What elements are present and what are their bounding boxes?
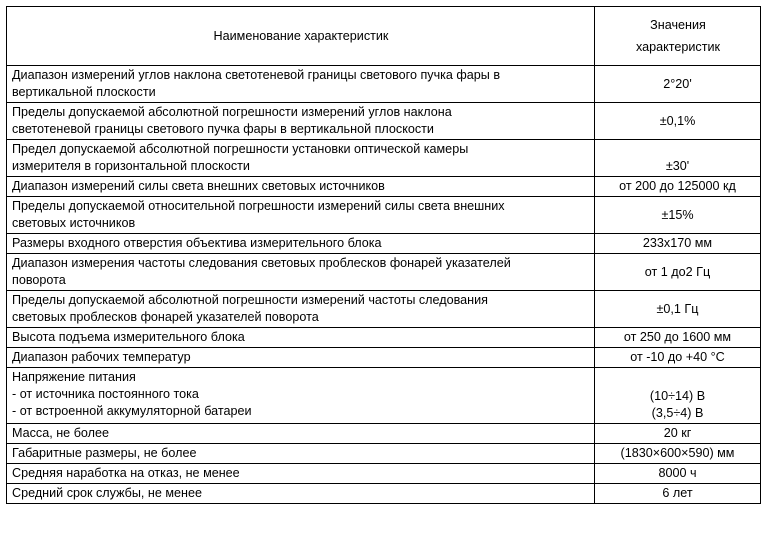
characteristic-name-line: измерителя в горизонтальной плоскости <box>12 159 250 173</box>
characteristic-name-line: Пределы допускаемой абсолютной погрешности измерений частоты следования <box>12 293 488 307</box>
characteristic-name-cell <box>7 177 595 197</box>
header-name-cell: Наименование характеристик <box>7 7 595 66</box>
table-row <box>7 177 761 197</box>
characteristic-name-line: Диапазон измерений силы света внешних световых источников <box>12 179 385 193</box>
characteristic-name-cell <box>7 291 595 328</box>
table-header-row <box>7 7 761 66</box>
characteristic-value-cell: 20 кг <box>595 424 761 444</box>
characteristic-name-line: Пределы допускаемой абсолютной погрешности измерений углов наклона <box>12 105 452 119</box>
characteristic-name-line: Средняя наработка на отказ, не менее <box>12 466 240 480</box>
characteristic-value-cell: ±30' <box>595 140 761 177</box>
table-row <box>7 103 761 140</box>
characteristic-value-cell: от -10 до +40 °С <box>595 348 761 368</box>
characteristic-value-cell: 233х170 мм <box>595 234 761 254</box>
characteristic-value-cell <box>595 368 761 424</box>
characteristic-value-cell: от 200 до 125000 кд <box>595 177 761 197</box>
characteristic-name-cell <box>7 328 595 348</box>
characteristic-name-cell <box>7 464 595 484</box>
table-row <box>7 66 761 103</box>
characteristic-name-line: световых проблесков фонарей указателей поворота <box>12 310 319 324</box>
characteristic-value-cell: ±15% <box>595 197 761 234</box>
characteristic-value-cell: 2°20' <box>595 66 761 103</box>
table-row <box>7 291 761 328</box>
characteristic-value-cell: 6 лет <box>595 484 761 504</box>
characteristic-name-line: Средний срок службы, не менее <box>12 486 203 500</box>
table-row <box>7 424 761 444</box>
characteristic-name-line: Масса, не более <box>12 426 109 440</box>
characteristic-name-line: светотеневой границы светового пучка фары в вертикальной плоскости <box>12 122 434 136</box>
characteristic-value-cell: (1830×600×590) мм <box>595 444 761 464</box>
characteristic-name-cell <box>7 444 595 464</box>
characteristic-name-line: Размеры входного отверстия объектива измерительного блока <box>12 236 382 250</box>
characteristic-name-line: вертикальной плоскости <box>12 85 156 99</box>
table-row <box>7 484 761 504</box>
characteristic-value-line: (3,5÷4) В <box>651 406 704 420</box>
characteristic-name-cell <box>7 424 595 444</box>
table-row <box>7 444 761 464</box>
characteristic-name-line: Предел допускаемой абсолютной погрешности установки оптической камеры <box>12 142 469 156</box>
characteristic-name-cell <box>7 484 595 504</box>
characteristic-name-cell <box>7 66 595 103</box>
table-row <box>7 254 761 291</box>
characteristic-name-line: Пределы допускаемой относительной погрешности измерений силы света внешних <box>12 199 505 213</box>
characteristic-name-cell <box>7 140 595 177</box>
characteristic-value-cell: 8000 ч <box>595 464 761 484</box>
characteristic-name-line: Диапазон измерений углов наклона светотеневой границы светового пучка фары в <box>12 68 501 82</box>
table-row <box>7 464 761 484</box>
characteristic-value-cell: ±0,1% <box>595 103 761 140</box>
characteristic-name-line: Высота подъема измерительного блока <box>12 330 245 344</box>
characteristic-name-line: Диапазон рабочих температур <box>12 350 191 364</box>
characteristic-name-cell <box>7 254 595 291</box>
characteristic-name-line: - от источника постоянного тока <box>12 387 199 401</box>
characteristic-value-line: (10÷14) В <box>649 389 706 403</box>
header-value-line: Значения <box>650 18 706 32</box>
table-row <box>7 197 761 234</box>
characteristic-name-cell <box>7 103 595 140</box>
specifications-table <box>6 6 761 504</box>
table-row <box>7 234 761 254</box>
characteristic-name-line: световых источников <box>12 216 136 230</box>
characteristic-name-cell <box>7 197 595 234</box>
characteristic-name-line: Напряжение питания <box>12 370 136 384</box>
characteristic-value-cell: от 1 до2 Гц <box>595 254 761 291</box>
characteristic-value-cell: ±0,1 Гц <box>595 291 761 328</box>
characteristic-name-cell <box>7 368 595 424</box>
table-row <box>7 348 761 368</box>
table-row <box>7 328 761 348</box>
table-row <box>7 368 761 424</box>
characteristic-name-cell <box>7 348 595 368</box>
characteristic-name-line: Габаритные размеры, не более <box>12 446 197 460</box>
header-value-cell <box>595 7 761 66</box>
characteristic-name-cell <box>7 234 595 254</box>
characteristic-name-line: - от встроенной аккумуляторной батареи <box>12 404 252 418</box>
characteristic-name-line: Диапазон измерения частоты следования световых проблесков фонарей указателей <box>12 256 511 270</box>
table-row <box>7 140 761 177</box>
characteristic-value-cell: от 250 до 1600 мм <box>595 328 761 348</box>
characteristic-name-line: поворота <box>12 273 66 287</box>
header-value-line: характеристик <box>635 40 721 54</box>
